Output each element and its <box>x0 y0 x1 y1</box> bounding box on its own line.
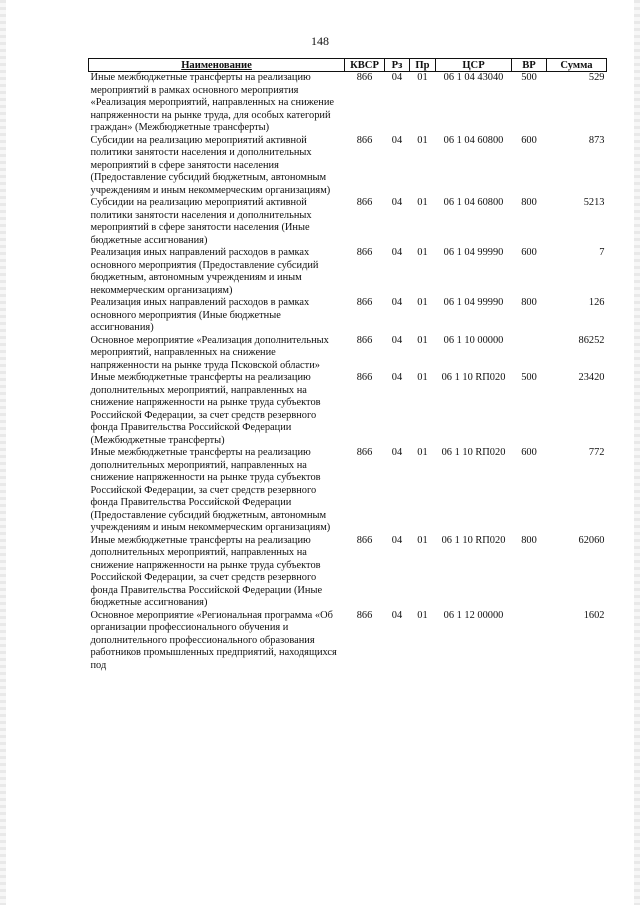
row-vr: 600 <box>521 247 537 258</box>
row-csr: 06 1 04 60800 <box>443 134 504 146</box>
row-pr: 01 <box>417 334 428 346</box>
row-vr: 800 <box>521 297 537 308</box>
row-pr: 01 <box>417 447 428 458</box>
row-csr: 06 1 10 RП020 <box>441 534 506 546</box>
row-name: Иные межбюджетные трансферты на реализацию дополнительных мероприятий, направленных на снижение напряженности на рынке труда субъектов Российской Федерации, за счет средств резервного фонда Правительства Российской Федерации (Иные бюджетные ассигнования) <box>90 534 323 608</box>
row-kvsr: 866 <box>356 534 373 546</box>
row-sum: 126 <box>588 297 605 308</box>
table-row <box>89 135 607 198</box>
table-row <box>89 535 607 610</box>
row-vr: 600 <box>521 447 537 458</box>
row-sum: 873 <box>588 134 605 146</box>
row-pr: 01 <box>417 247 428 258</box>
row-vr: 800 <box>521 534 537 546</box>
row-vr: 600 <box>521 134 537 146</box>
row-csr: 06 1 04 99990 <box>443 247 504 258</box>
budget-table <box>88 58 607 672</box>
row-sum: 7 <box>599 247 605 258</box>
row-pr: 01 <box>417 609 428 621</box>
row-rz: 04 <box>391 447 403 458</box>
row-vr: 500 <box>521 72 537 83</box>
row-vr <box>512 610 547 673</box>
row-pr: 01 <box>417 134 428 146</box>
table-row <box>89 297 607 335</box>
row-csr: 06 1 04 43040 <box>443 72 504 83</box>
row-name: Основное мероприятие «Реализация дополнительных мероприятий, направленных на снижение напряженности на рынке труда Псковской области» <box>90 334 329 371</box>
row-csr: 06 1 10 RП020 <box>441 447 506 458</box>
row-kvsr: 866 <box>356 297 373 308</box>
table-row <box>89 610 607 673</box>
scan-edge-right <box>634 0 640 905</box>
row-rz: 04 <box>391 72 403 83</box>
row-kvsr: 866 <box>356 134 373 146</box>
row-name: Основное мероприятие «Региональная программа «Об организации профессионального обучения и дополнительного профессионального образования работников промышленных предприятий, находящихся под <box>90 609 337 671</box>
header-csr: ЦСР <box>436 59 512 72</box>
row-rz: 04 <box>391 334 403 346</box>
row-name: Реализация иных направлений расходов в рамках основного мероприятия (Предоставление субсидий бюджетным, автономным учреждениям и иным некоммерческим организациям) <box>90 247 319 296</box>
table-row <box>89 197 607 247</box>
row-vr: 500 <box>521 372 537 383</box>
table-row <box>89 72 607 135</box>
row-csr: 06 1 12 00000 <box>443 609 504 621</box>
row-kvsr: 866 <box>356 609 373 621</box>
row-name: Иные межбюджетные трансферты на реализацию дополнительных мероприятий, направленных на снижение напряженности на рынке труда субъектов Российской Федерации, за счет средств резервного фонда Правительства Российской Федерации (Предоставление субсидий бюджетным, автономным учреждениям и иным некоммерческим организациям) <box>90 447 331 533</box>
page-number: 148 <box>311 34 329 48</box>
row-pr: 01 <box>417 372 428 383</box>
row-name: Иные межбюджетные трансферты на реализацию дополнительных мероприятий, направленных на снижение напряженности на рынке труда субъектов Российской Федерации, за счет средств резервного фонда Правительства Российской Федерации (Межбюджетные трансферты) <box>90 372 321 446</box>
table-row <box>89 335 607 373</box>
header-name: Наименование <box>89 59 345 72</box>
table-body <box>89 72 607 673</box>
row-kvsr: 866 <box>356 197 373 208</box>
row-rz: 04 <box>391 247 403 258</box>
row-kvsr: 866 <box>356 334 373 346</box>
header-sum: Сумма <box>547 59 607 72</box>
header-rz: Рз <box>385 59 410 72</box>
row-sum: 1602 <box>583 609 605 621</box>
table-header-row <box>89 59 607 72</box>
scan-edge-left <box>0 0 6 905</box>
table-row <box>89 247 607 297</box>
table-row <box>89 447 607 535</box>
row-pr: 01 <box>417 297 428 308</box>
row-name: Субсидии на реализацию мероприятий активной политики занятости населения и дополнительных мероприятий в сфере занятости населения (Иные бюджетные ассигнования) <box>90 197 312 246</box>
row-kvsr: 866 <box>356 447 373 458</box>
row-pr: 01 <box>417 72 428 83</box>
row-kvsr: 866 <box>356 247 373 258</box>
row-csr: 06 1 10 RП020 <box>441 372 506 383</box>
row-sum: 5213 <box>583 197 605 208</box>
row-kvsr: 866 <box>356 72 373 83</box>
row-name: Реализация иных направлений расходов в рамках основного мероприятия (Иные бюджетные ассигнования) <box>90 297 310 333</box>
header-vr: ВР <box>512 59 547 72</box>
header-pr: Пр <box>410 59 436 72</box>
row-rz: 04 <box>391 609 403 621</box>
row-rz: 04 <box>391 372 403 383</box>
header-kvsr: КВСР <box>345 59 385 72</box>
row-csr: 06 1 04 60800 <box>443 197 504 208</box>
row-name: Субсидии на реализацию мероприятий активной политики занятости населения и дополнительных мероприятий в сфере занятости населения (Предоставление субсидий бюджетным, автономным учреждениям и иным некоммерческим организациям) <box>90 134 331 196</box>
row-sum: 23420 <box>578 372 605 383</box>
row-pr: 01 <box>417 534 428 546</box>
row-sum: 86252 <box>578 334 605 346</box>
row-sum: 529 <box>588 72 605 83</box>
row-rz: 04 <box>391 297 403 308</box>
row-name: Иные межбюджетные трансферты на реализацию мероприятий в рамках основного мероприятия «Реализация мероприятий, направленных на снижение напряженности на рынке труда, для особых категорий граждан» (Межбюджетные трансферты) <box>90 72 335 133</box>
row-sum: 772 <box>588 447 605 458</box>
row-kvsr: 866 <box>356 372 373 383</box>
row-vr: 800 <box>521 197 537 208</box>
row-rz: 04 <box>391 134 403 146</box>
row-rz: 04 <box>391 534 403 546</box>
row-pr: 01 <box>417 197 428 208</box>
row-csr: 06 1 10 00000 <box>443 334 504 346</box>
row-rz: 04 <box>391 197 403 208</box>
row-csr: 06 1 04 99990 <box>443 297 504 308</box>
row-sum: 62060 <box>578 534 605 546</box>
row-vr <box>512 335 547 373</box>
table-row <box>89 372 607 447</box>
